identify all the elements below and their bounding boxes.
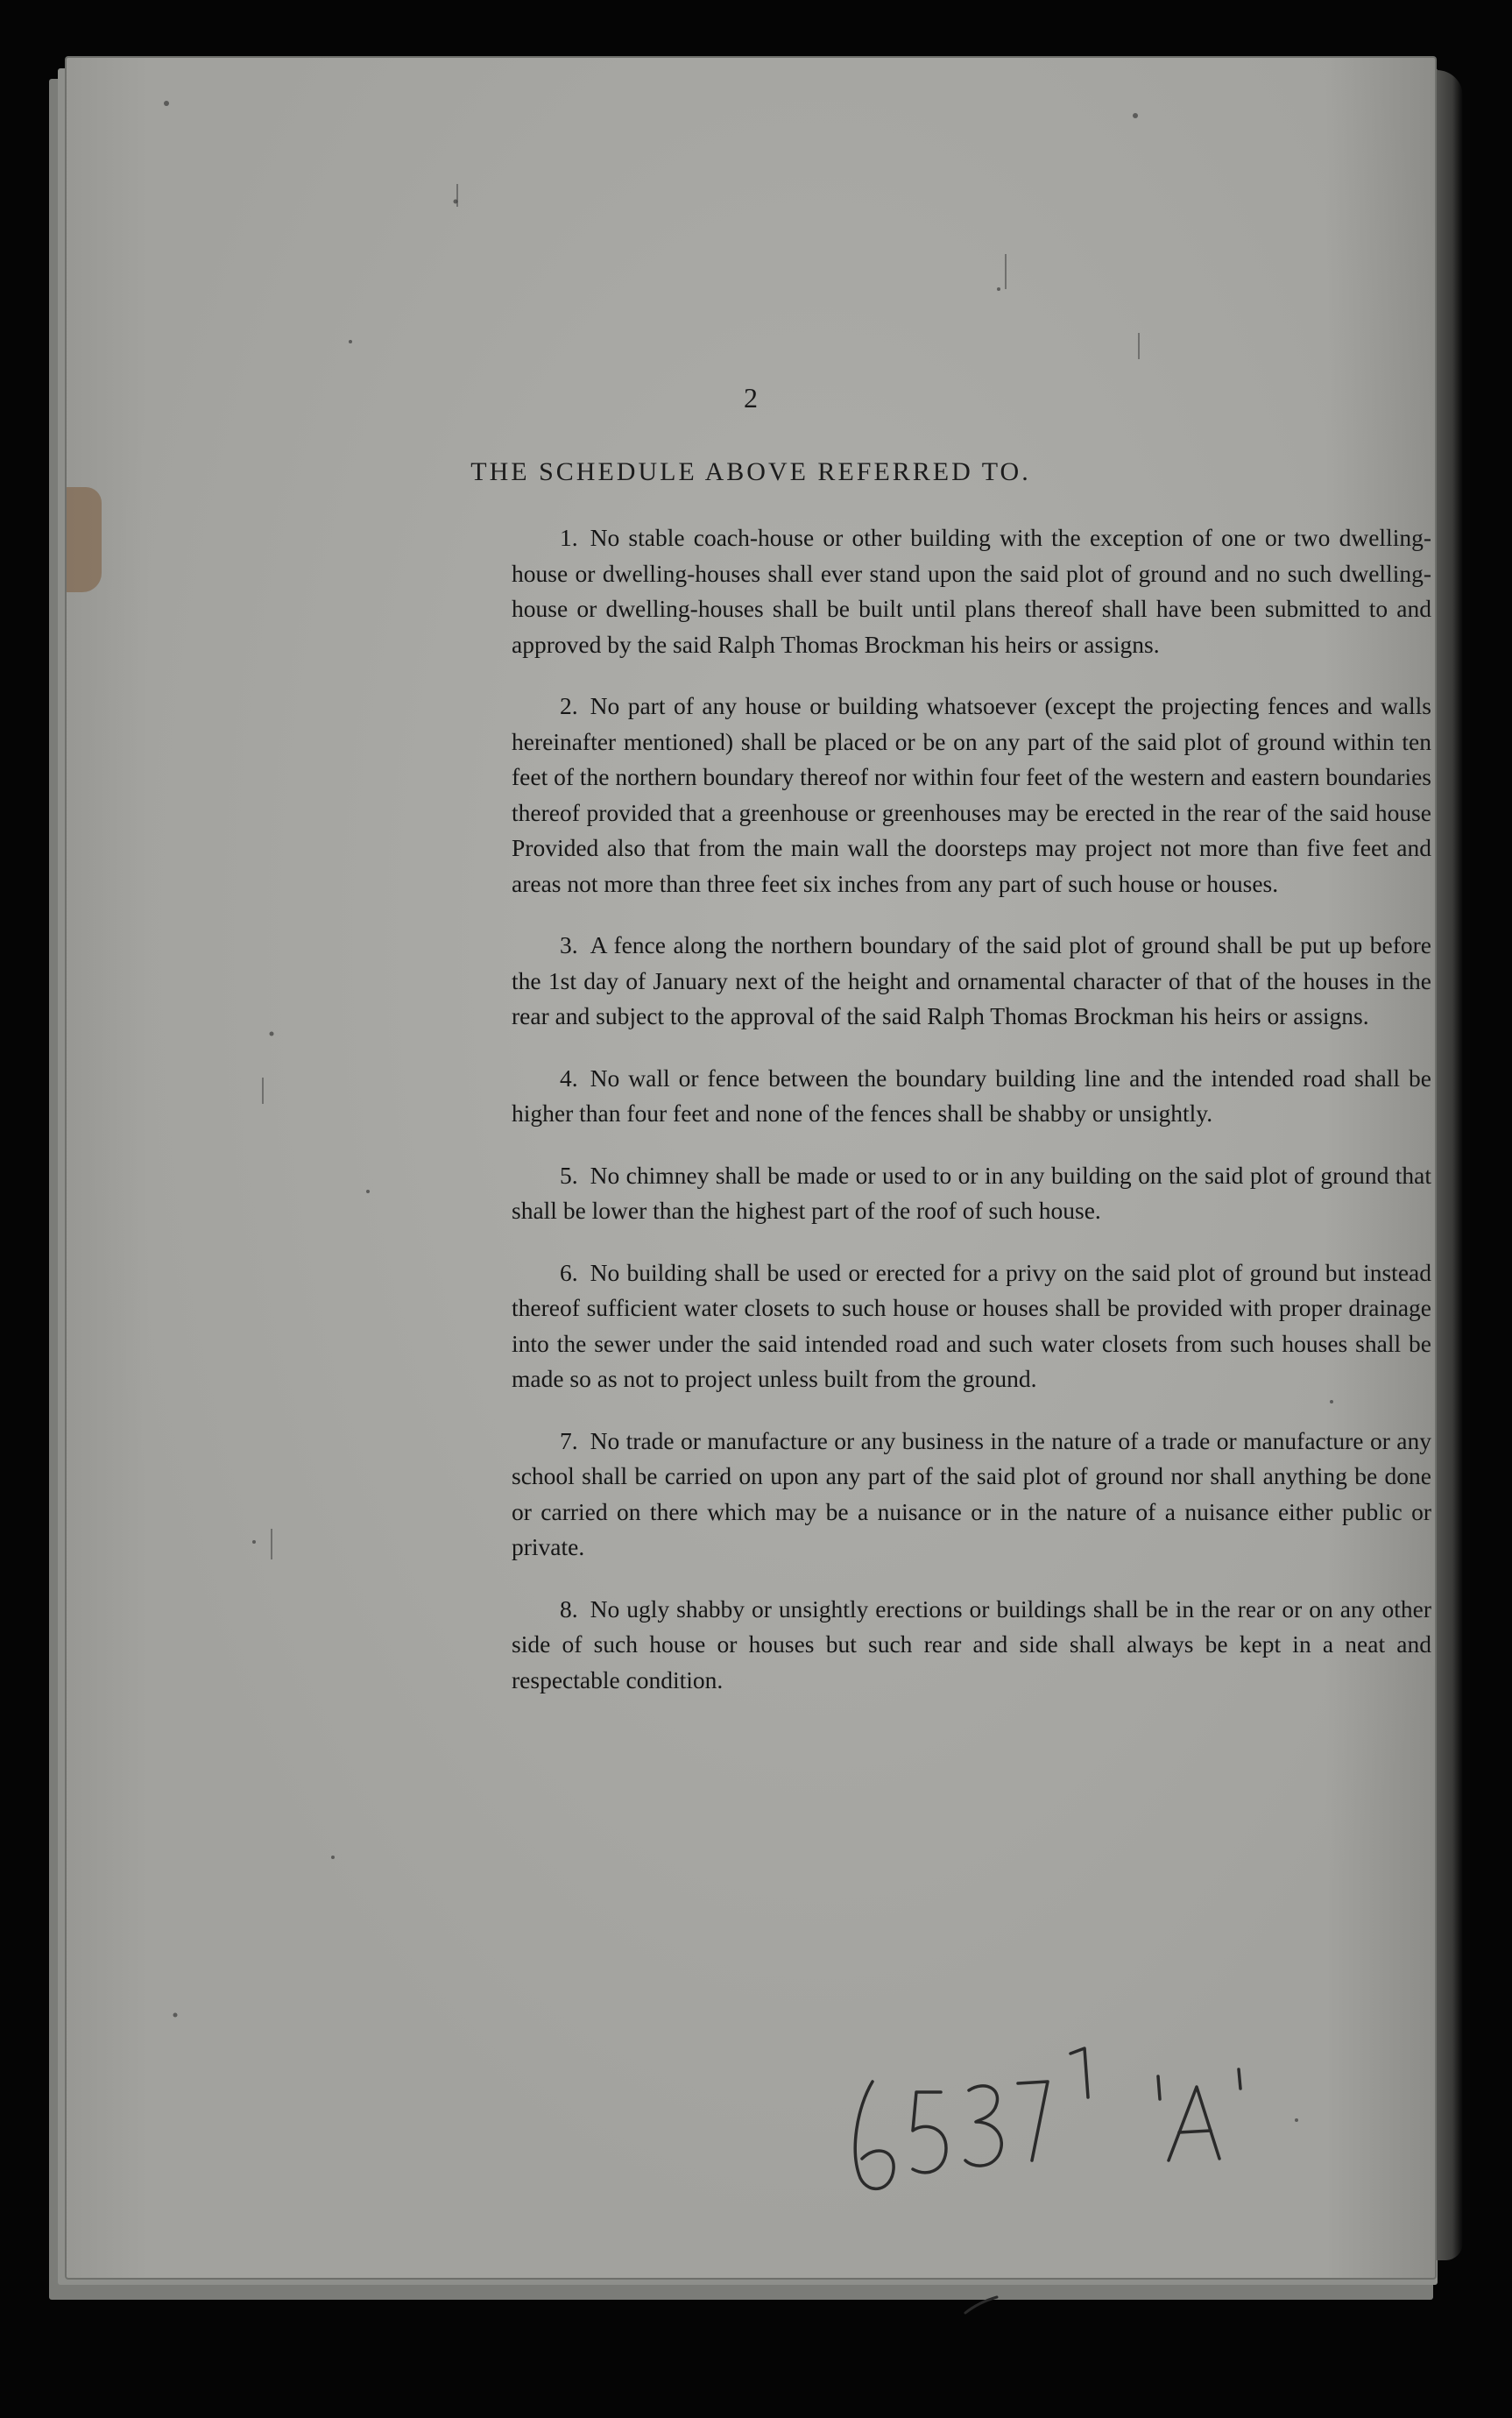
clause-number: 3. bbox=[560, 931, 578, 958]
clause-6 bbox=[512, 1255, 1431, 1397]
clause-text: No building shall be used or erected for a privy on the said plot of ground but instead thereof sufficient water closets to such house or houses shall be provided with proper drainage into the sewer under the said intended road and such water closets from such houses shall be made so as not to project unless built from the ground. bbox=[512, 1258, 1431, 1392]
clause-2 bbox=[512, 689, 1431, 901]
pencil-mark bbox=[960, 2292, 1004, 2318]
clause-text: A fence along the northern boundary of the said plot of ground shall be put up before the 1st day of January next of the height and ornamental character of that of the houses in the rear and subject to the approval of the said Ralph Thomas Brockman his heirs or assigns. bbox=[512, 931, 1431, 1029]
document-page bbox=[67, 58, 1435, 2278]
clause-text: No ugly shabby or unsightly erections or buildings shall be in the rear or on any other side of such house or houses but such rear and side shall always be kept in a neat and respectable condition. bbox=[512, 1594, 1431, 1693]
clause-text: No wall or fence between the boundary building line and the intended road shall be higher than four feet and none of the fences shall be shabby or unsightly. bbox=[512, 1064, 1431, 1127]
clause-3 bbox=[512, 928, 1431, 1035]
clause-8 bbox=[512, 1592, 1431, 1699]
clause-number: 2. bbox=[560, 692, 578, 719]
clause-7 bbox=[512, 1424, 1431, 1566]
schedule-heading: THE SCHEDULE ABOVE REFERRED TO. bbox=[470, 457, 1031, 486]
schedule-clauses bbox=[512, 520, 1431, 1724]
clause-4 bbox=[512, 1061, 1431, 1132]
clause-text: No stable coach-house or other building with the exception of one or two dwelling-house or dwelling-houses shall ever stand upon the said plot of ground and no such dwelling-house or dwelling-houses shall be built until plans thereof shall have been submitted to and approved by the said Ralph Thomas Brockman his heirs or assigns. bbox=[512, 524, 1431, 658]
clause-number: 5. bbox=[560, 1161, 578, 1189]
clause-number: 4. bbox=[560, 1064, 578, 1092]
clause-number: 7. bbox=[560, 1426, 578, 1454]
clause-number: 6. bbox=[560, 1258, 578, 1286]
clause-number: 8. bbox=[560, 1594, 578, 1623]
page-number: 2 bbox=[744, 382, 758, 414]
handwritten-annotation bbox=[837, 2047, 1328, 2222]
torn-edge-stain bbox=[67, 487, 102, 592]
clause-text: No chimney shall be made or used to or in any building on the said plot of ground that shall be lower than the highest part of the roof of such house. bbox=[512, 1161, 1431, 1224]
clause-text: No part of any house or building whatsoever (except the projecting fences and walls hereinafter mentioned) shall be placed or be on any part of the said plot of ground within ten feet of the northern boundary thereof nor within four feet of the western and eastern boundaries thereof provided that a greenhouse or greenhouses may be erected in the rear of the said house Provided also that from the main wall the doorsteps may project not more than five feet and areas not more than three feet six inches from any part of such house or houses. bbox=[512, 692, 1431, 897]
clause-number: 1. bbox=[560, 524, 578, 551]
clause-5 bbox=[512, 1158, 1431, 1229]
clause-text: No trade or manufacture or any business in the nature of a trade or manufacture or any school shall be carried on upon any part of the said plot of ground nor shall anything be done or carried on there which may be a nuisance or in the nature of a nuisance either public or private. bbox=[512, 1426, 1431, 1560]
clause-1 bbox=[512, 520, 1431, 662]
